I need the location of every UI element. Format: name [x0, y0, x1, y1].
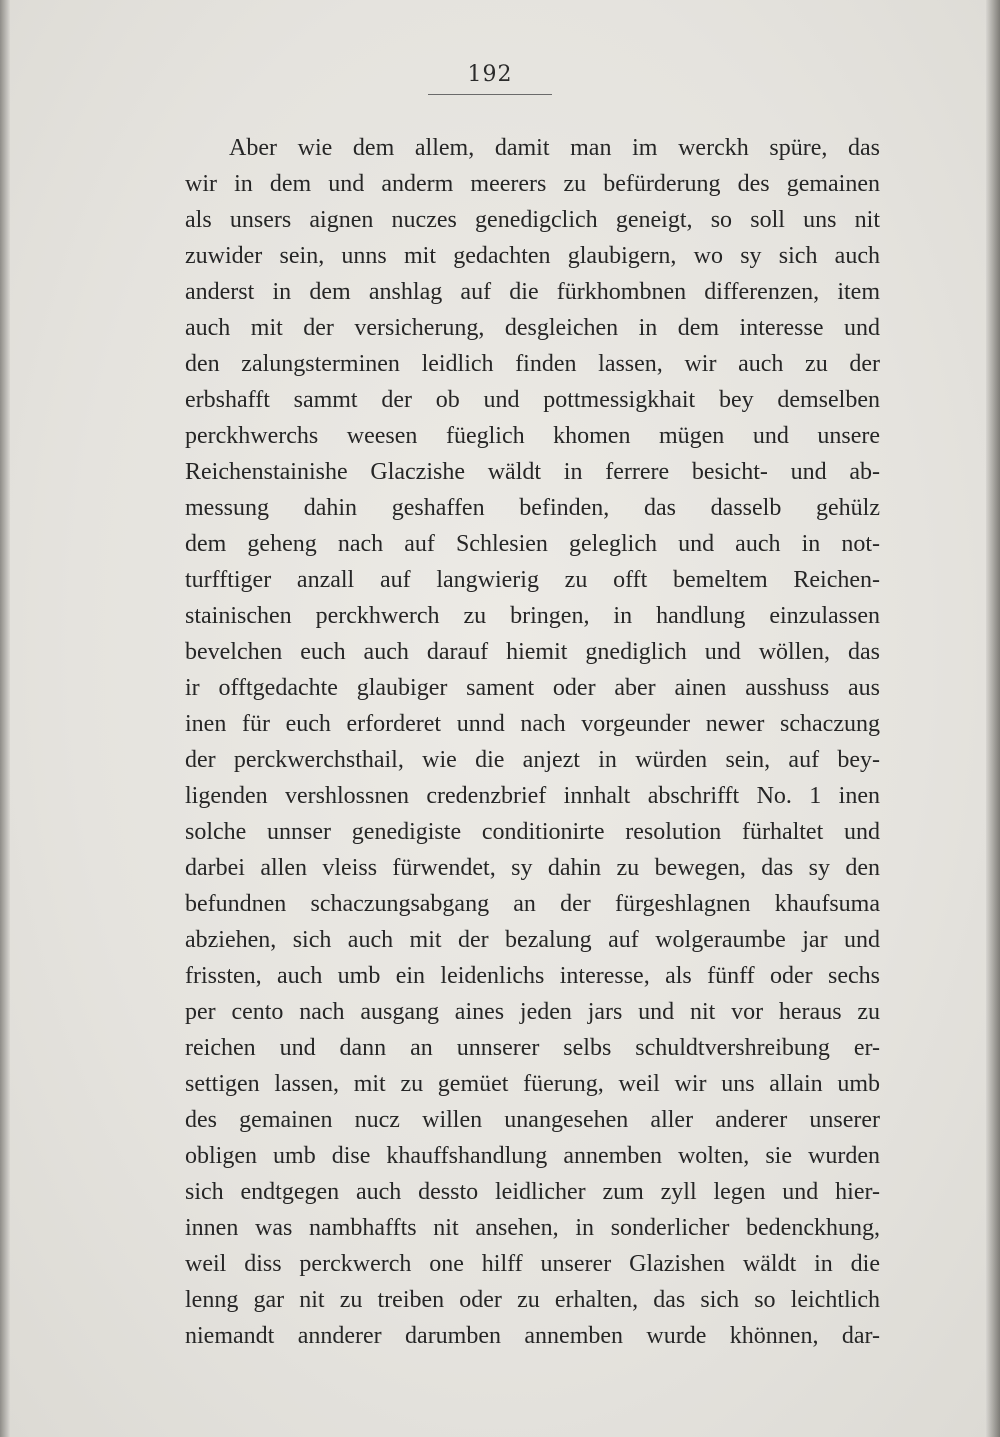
text-line: bevelchen euch auch darauf hiemit gnediglich und wöllen, das	[185, 639, 880, 665]
text-line: darbei allen vleiss fürwendet, sy dahin zu bewegen, das sy den	[185, 855, 880, 881]
text-line: befundnen schaczungsabgang an der fürgeshlagnen khaufsuma	[185, 891, 880, 917]
text-line: lenng gar nit zu treiben oder zu erhalten, das sich so leichtlich	[185, 1287, 880, 1313]
text-line: reichen und dann an unnserer selbs schuldtvershreibung er-	[185, 1035, 880, 1061]
text-line: wir in dem und anderm meerers zu befürderung des gemainen	[185, 171, 880, 197]
text-line: anderst in dem anshlag auf die fürkhombnen differenzen, item	[185, 279, 880, 305]
page-left-edge	[0, 0, 10, 1437]
text-line: per cento nach ausgang aines jeden jars und nit vor heraus zu	[185, 999, 880, 1025]
body-text	[185, 130, 880, 1354]
text-line: weil diss perckwerch one hilff unserer Glazishen wäldt in die	[185, 1251, 880, 1277]
text-line: der perckwerchsthail, wie die anjezt in würden sein, auf bey-	[185, 747, 880, 773]
text-line: Reichenstainishe Glaczishe wäldt in ferrere besicht- und ab-	[185, 459, 880, 485]
text-line: auch mit der versicherung, desgleichen in dem interesse und	[185, 315, 880, 341]
page-number: 192	[467, 62, 513, 87]
text-line: frissten, auch umb ein leidenlichs interesse, als fünff oder sechs	[185, 963, 880, 989]
page-right-edge	[986, 0, 1000, 1437]
text-line: Aber wie dem allem, damit man im werckh spüre, das	[229, 135, 880, 161]
text-line: als unsers aignen nuczes genedigclich geneigt, so soll uns nit	[185, 207, 880, 233]
header-rule	[428, 94, 552, 95]
text-line: perckhwerchs weesen füeglich khomen mügen und unsere	[185, 423, 880, 449]
text-line: zuwider sein, unns mit gedachten glaubigern, wo sy sich auch	[185, 243, 880, 269]
text-line: innen was nambhaffts nit ansehen, in sonderlicher bedenckhung,	[185, 1215, 880, 1241]
text-line: niemandt annderer darumben annemben wurde khönnen, dar-	[185, 1323, 880, 1349]
text-line: abziehen, sich auch mit der bezalung auf wolgeraumbe jar und	[185, 927, 880, 953]
text-line: des gemainen nucz willen unangesehen aller anderer unserer	[185, 1107, 880, 1133]
text-line: settigen lassen, mit zu gemüet füerung, weil wir uns allain umb	[185, 1071, 880, 1097]
text-line: erbshafft sammt der ob und pottmessigkhait bey demselben	[185, 387, 880, 413]
text-line: stainischen perckhwerch zu bringen, in handlung einzulassen	[185, 603, 880, 629]
text-line: obligen umb dise khauffshandlung annemben wolten, sie wurden	[185, 1143, 880, 1169]
text-line: ligenden vershlossnen credenzbrief innhalt abschrifft No. 1 inen	[185, 783, 880, 809]
text-line: solche unnser genedigiste conditionirte resolution fürhaltet und	[185, 819, 880, 845]
text-line: sich endtgegen auch dessto leidlicher zum zyll legen und hier-	[185, 1179, 880, 1205]
text-line: den zalungsterminen leidlich finden lassen, wir auch zu der	[185, 351, 880, 377]
text-line: dem geheng nach auf Schlesien geleglich und auch in not-	[185, 531, 880, 557]
text-line: ir offtgedachte glaubiger sament oder aber ainen ausshuss aus	[185, 675, 880, 701]
text-line: inen für euch erforderet unnd nach vorgeunder newer schaczung	[185, 711, 880, 737]
text-line: turfftiger anzall auf langwierig zu offt bemeltem Reichen-	[185, 567, 880, 593]
text-line: messung dahin geshaffen befinden, das dasselb gehülz	[185, 495, 880, 521]
